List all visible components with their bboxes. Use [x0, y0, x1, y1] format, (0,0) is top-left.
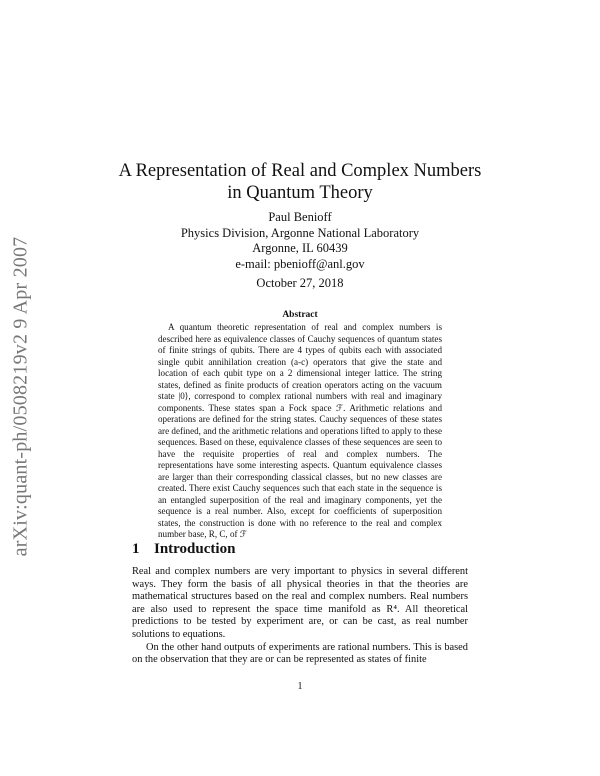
paper-date: October 27, 2018 — [256, 276, 344, 290]
affiliation-line-1: Physics Division, Argonne National Laboratory — [180, 225, 420, 240]
title-line-1: A Representation of Real and Complex Numbers — [118, 161, 482, 181]
section-number: 1 — [132, 541, 140, 557]
author-block — [100, 210, 500, 272]
section-title: Introduction — [154, 541, 236, 557]
introduction-body — [132, 566, 468, 667]
affiliation-line-2: Argonne, IL 60439 — [252, 241, 348, 255]
abstract-text: A quantum theoretic representation of real and complex numbers is described here as equivalence classes of Cauchy sequences of quantum states of finite strings of qubits. There are 4 types of qubits each with associated single qubit annihilation creation (a-c) operators that give the state and location of each qubit type on a 2 dimensional integer lattice. The string states, defined as finite products of creation operators acting on the vacuum state |0⟩, correspond to complex rational numbers with real and imaginary components. These states span a Fock space ℱ. Arithmetic relations and operations are defined for the string states. Cauchy sequences of these states are defined, and the arithmetic relations and operations lifted to apply to these sequences. Based on these, equivalence classes of these sequences are seen to have the requisite properties of real and complex numbers. The representations have some interesting aspects. Quantum equivalence classes are larger than their corresponding classical classes, but no new classes are created. There exist Cauchy sequences such that each state in the sequence is an entangled superposition of the real and imaginary components, yet the sequence is a real number. Also, except for coefficients of superposition states, the construction is done with no reference to the real and complex number base, R, C, of ℱ — [158, 322, 442, 539]
arxiv-sidebar-stamp — [6, 196, 36, 596]
title-line-2: in Quantum Theory — [227, 183, 373, 203]
abstract-heading: Abstract — [282, 310, 318, 320]
page-number: 1 — [297, 681, 303, 692]
intro-paragraph-2: On the other hand outputs of experiments are rational numbers. This is based on the observation that they are or can be represented as states of finite — [132, 641, 468, 666]
section-heading — [132, 541, 235, 558]
author-name: Paul Benioff — [268, 210, 332, 224]
paper-title — [100, 160, 500, 204]
arxiv-identifier: arXiv:quant-ph/0508219v2 9 Apr 2007 — [9, 236, 32, 556]
author-email: e-mail: pbenioff@anl.gov — [235, 256, 365, 271]
intro-paragraph-1: Real and complex numbers are very important to physics in several different ways. They form the basis of all physical theories in that the theories are mathematical structures based on the real and complex numbers. Real numbers are also used to represent the space time manifold as R⁴. All theoretical predictions to be tested by experiment are, or can be cast, as real number solutions to equations. — [132, 566, 468, 640]
